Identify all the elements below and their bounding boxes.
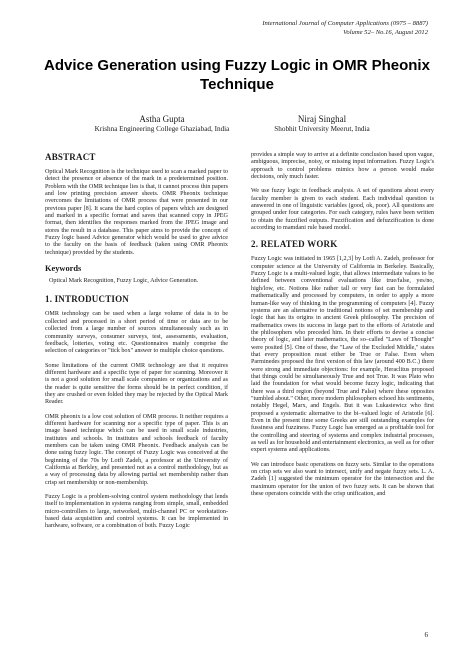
keywords-text: Optical Mark Recognition, Fuzzy Logic, Advice Generation. [49,278,199,285]
page-number: 6 [424,631,428,639]
abstract-text: Optical Mark Recognition is the technique used to scan a marked paper to detect the presence or absence of the mark in a predetermined position. Problem with the OMR technique lies is that, it cannot process thin papers and low printing precision answer sheets. OMR Pheonix technique overcomes the limitations of OMR process that were presented in our previous paper [8]. It scans the hard copies of papers which are designed and marked in a specific format and saves that scanned copy in JPEG format, then identifies the responses marked from the JPEG image and stores the result in a database. This paper aims to provide the concept of Fuzzy logic based Advice generator which would be used to give advice to the faculty on the basis of feedback (taken using OMR Pheonix technique) provided by the students. [45,169,228,256]
body-paragraph: OMR pheonix is a low cost solution of OMR process. It neither requires a different hardware for scanning nor a specific type of paper. This is an image based technique which can be used in small scale industries, institutes and schools. In institutes and schools feedback of faculty members can be taken using OMR Pheonix. Feedback analysis can be done using fuzzy logic. The concept of Fuzzy Logic was conceived at the beginning of the 70s by Lotfi Zadeh, a professor at the University of California at Berkley, and presented not as a control methodology, but as a way of processing data by allowing partial set membership rather than crisp set membership or non-membership. [45,413,228,486]
body-paragraph: Fuzzy Logic is a problem-solving control system methodology that lends itself to implementation in systems ranging from simple, small, embedded micro-controllers to large, networked, multi-channel PC or workstation-based data acquisition and control systems. It can be implemented in hardware, software, or a combination of both. Fuzzy Logic [45,494,228,530]
right-column [251,152,434,505]
introduction-heading: 1. INTRODUCTION [45,294,130,305]
body-paragraph: provides a simple way to arrive at a definite conclusion based upon vague, ambiguous, imprecise, noisy, or missing input information. Fuzzy Logic's approach to control problems mimics how a person would make decisions, only much faster. [251,152,434,181]
author-name: Niraj Singhal [297,114,347,124]
keywords-heading: Keywords [45,264,82,274]
paper-title: Advice Generation using Fuzzy Logic in OMR Pheonix Technique [44,57,430,93]
abstract-heading: ABSTRACT [45,152,96,162]
body-paragraph: We can introduce basic operations on fuzzy sets. Similar to the operations on crisp sets we also want to intersect, unify and negate fuzzy sets. L. A. Zadeh [1] suggested the minimum operator for the intersection and the maximum operator for the union of two fuzzy sets. It can be shown that these operators coincide with the crisp unification, and [251,461,434,498]
author-affiliation: Krishna Engineering College Ghaziabad, India [94,125,230,133]
body-paragraph: We use fuzzy logic in feedback analysis. A set of questions about every faculty member is given to each student. Each individual question is answered in one of linguistic variables (good, ok, poor). All questions are grouped under four categories. For each category, rules have been written to obtain the fuzzified outputs. Fuzzification and defuzzification is done according to mamdani rule based model. [251,188,434,232]
body-paragraph: OMR technology can be used when a large volume of data is to be collected and processed in a short period of time or data are to be collected from a large number of sources simultaneously such as in community surveys, consumer surveys, test, assessments, evaluation, feedback, lotteries, voting etc. Questionnaires mainly comprise the selection of categories or "tick box" answer to multiple choice questions. [45,311,228,355]
body-paragraph: Some limitations of the current OMR technology are that it requires different hardware and a specific type of paper for scanning. Moreover it is not a good solution for small scale companies or organizations and as the reader is quite sensitive the forms should be in perfect condition, if they are crushed or even folded they may be rejected by the Optical Mark Reader. [45,362,228,406]
author-affiliation: Shobhit University Meerut, India [274,125,370,133]
journal-name: International Journal of Computer Applications (0975 – 8887) [262,20,428,27]
journal-volume: Volume 52– No.16, August 2012 [343,29,428,36]
author-name: Astha Gupta [139,114,185,124]
author-block-2 [227,113,417,134]
body-paragraph: Fuzzy Logic was initiated in 1965 [1,2,3] by Lotfi A. Zadeh, professor for computer science at the University of California in Berkeley. Basically, Fuzzy Logic is a multi-valued logic, that allows intermediate values to be defined between conventional evaluations like true/false, yes/no, high/low, etc. Notions like rather tall or very fast can be formulated mathematically and processed by computers, in order to apply a more human-like way of thinking in the programming of computers [4]. Fuzzy systems are an alternative to traditional notions of set membership and logic that has its origins in ancient Greek philosophy. The precision of mathematics owes its success in large part to the efforts of Aristotle and the philosophers who preceded him. In their efforts to devise a concise theory of logic, and later mathematics, the so–called "Laws of Thought" were posited [5]. One of these, the "Law of the Excluded Middle," states that every proposition must either be True or False. Even when Parminedes proposed the first version of this law (around 400 B.C.) there were strong and immediate objections: for example, Heraclitus proposed that things could be simultaneously True and not True. It was Plato who laid the foundation for what would become fuzzy logic, indicating that there was a third region (beyond True and False) where these opposites "tumbled about." Other, more modern philosophers echoed his sentiments, notably Hegel, Marx, and Engels. But it was Lukasiewicz who first proposed a systematic alternative to the bi–valued logic of Aristotle [6]. Even in the present time some Greeks are still outstanding examples for fussiness and fuzziness. Fuzzy Logic has emerged as a profitable tool for the controlling and steering of systems and complex industrial processes, as well as for household and entertainment electronics, as well as for other expert systems and applications. [251,256,434,454]
related-work-heading: 2. RELATED WORK [251,239,338,250]
left-column [45,152,228,538]
